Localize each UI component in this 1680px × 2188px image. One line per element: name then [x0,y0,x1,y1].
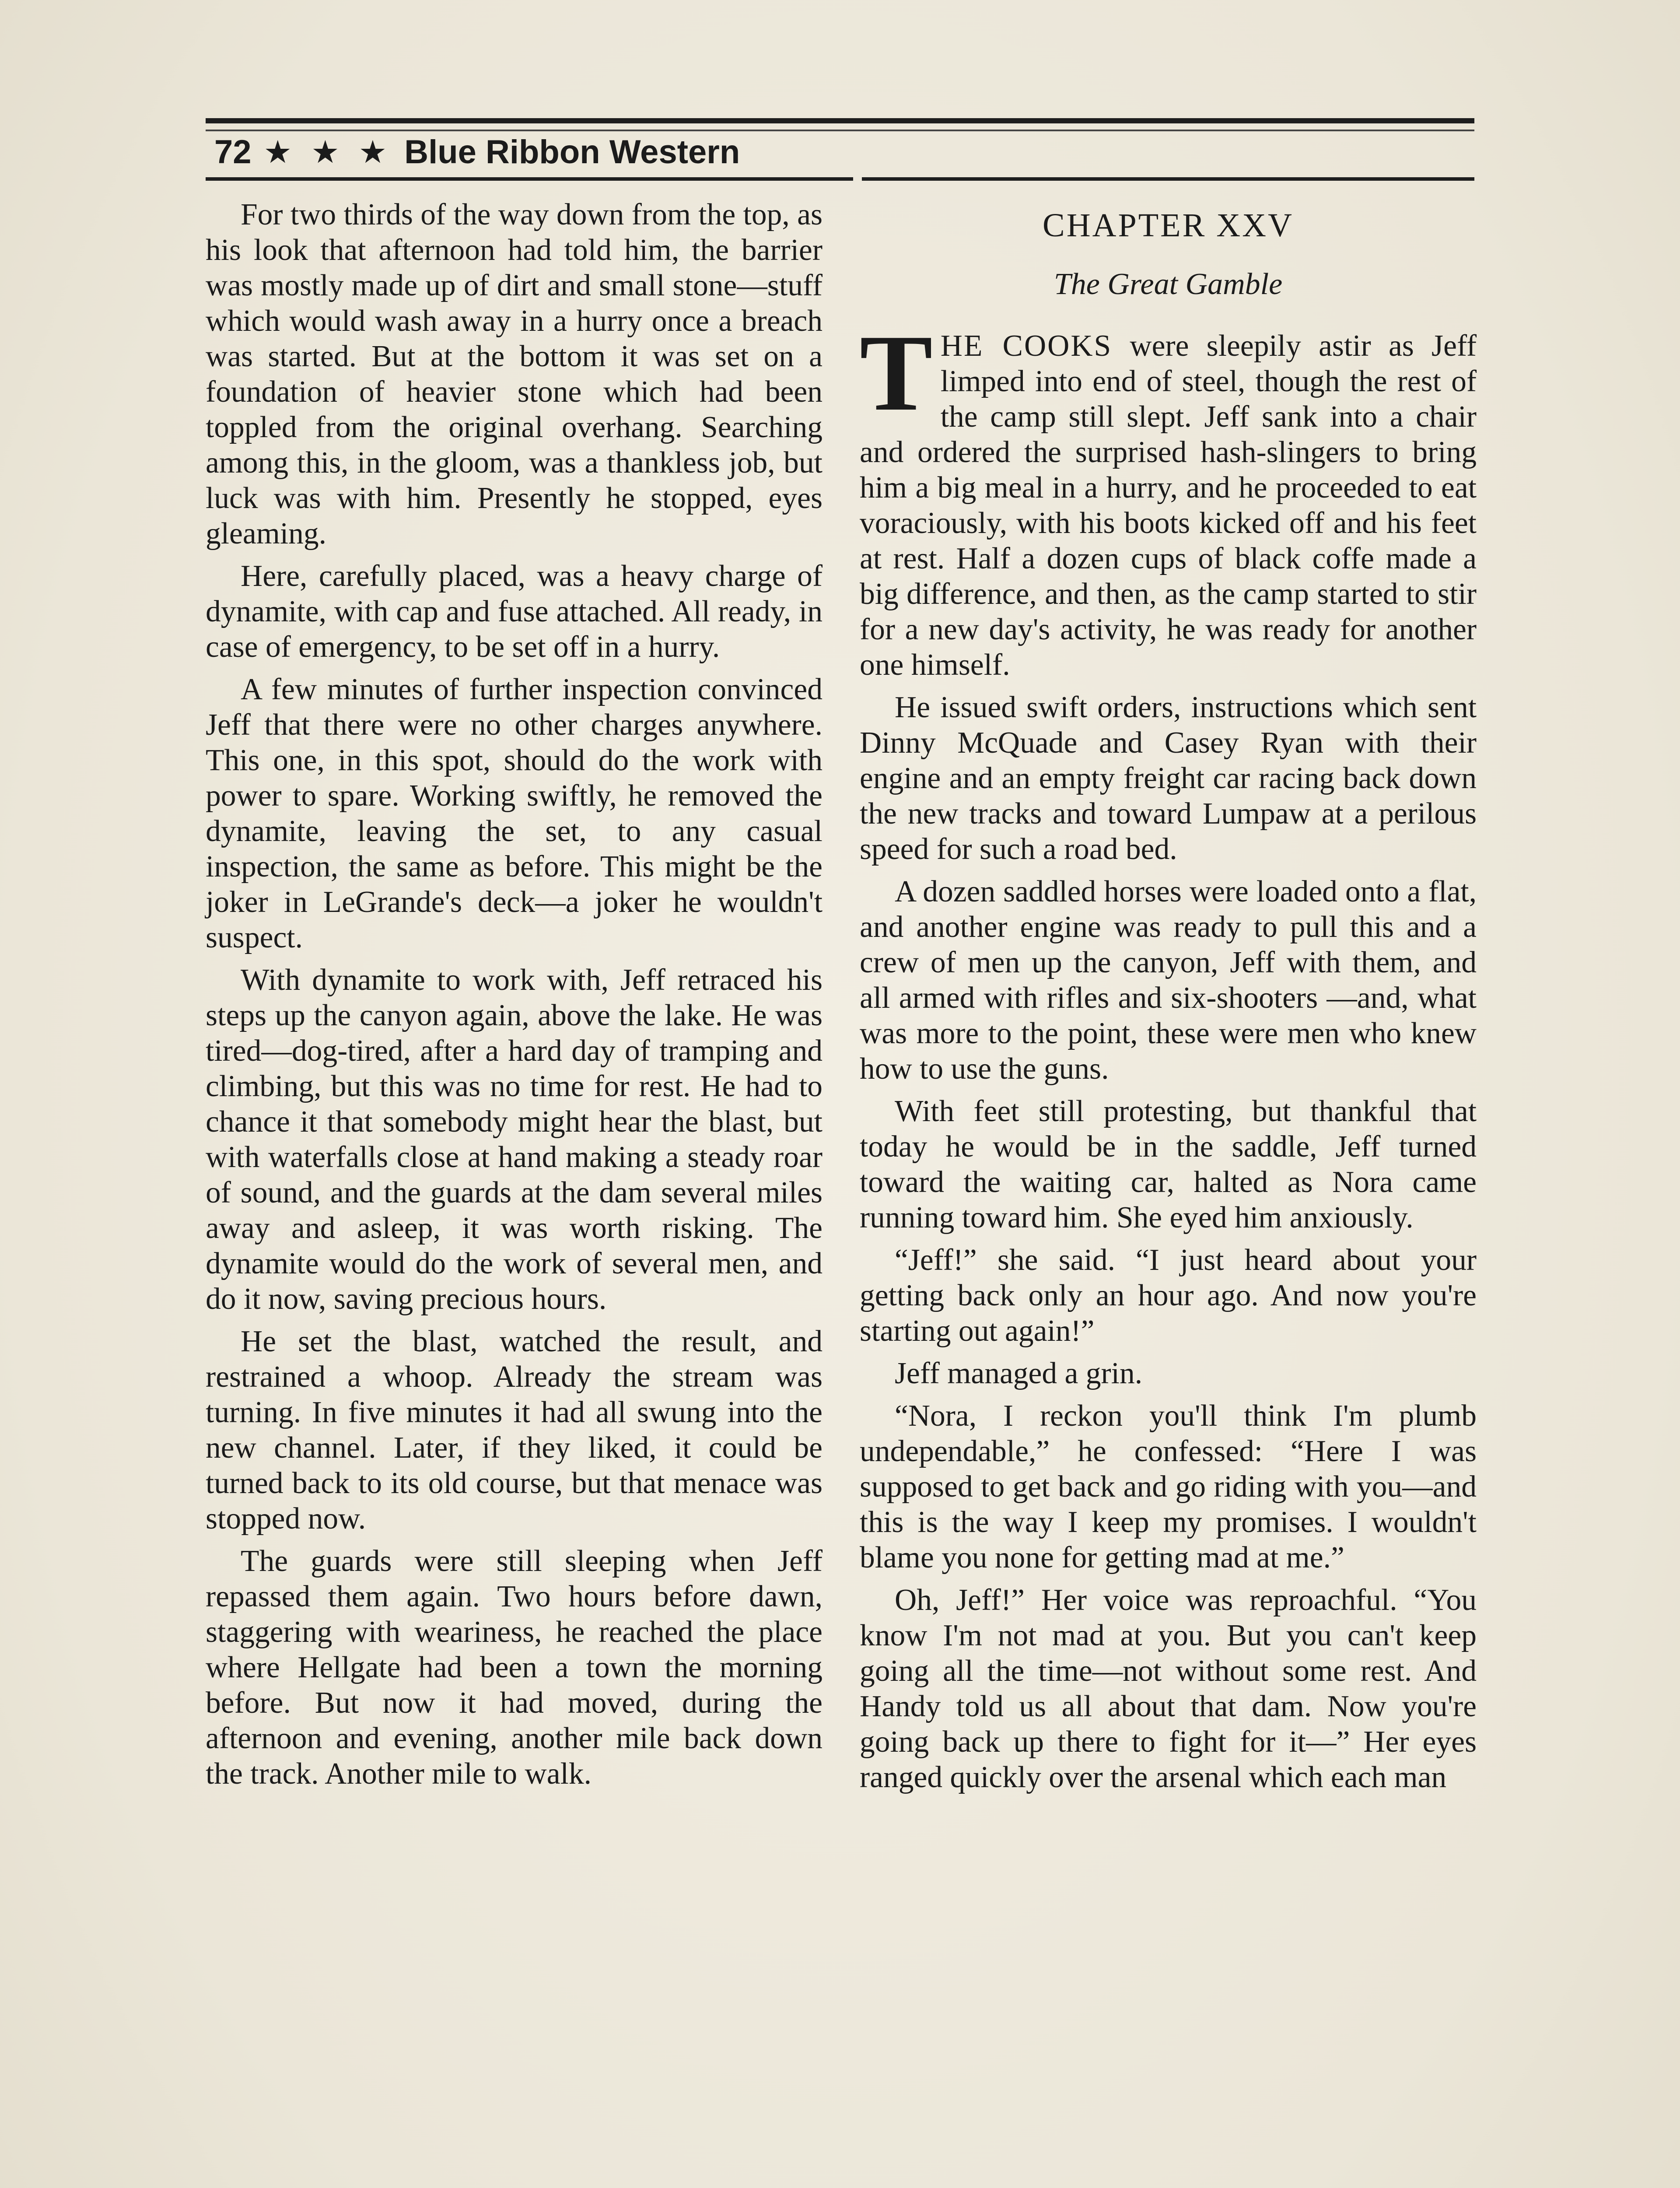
opening-text: were sleepily astir as Jeff limped into end of steel, though the rest of the camp still slept. Jeff sank into a chair and ordered the surprised hash-slingers to bring him a big meal in a hurry, and he proceeded to eat voraciously, with his boots kicked off and his feet at rest. Half a dozen cups of black coffe made a big difference, and then, as the camp started to stir for a new day's activity, he was ready for another one himself. [860,329,1477,682]
paragraph: A dozen saddled horses were loaded onto a flat, and another engine was ready to pull this and a crew of men up the canyon, Jeff with them, and all armed with rifles and six-shooters —and, what was more to the point, these were men who knew how to use the guns. [860,875,1477,1086]
paragraph: The guards were still sleeping when Jeff repassed them again. Two hours before dawn, staggering with weariness, he reached the place where Hellgate had been a town the morning before. But now it had moved, during the afternoon and evening, another mile back down the track. Another mile to walk. [206,1544,822,1791]
drop-cap: T [860,312,933,434]
paragraph: He issued swift orders, instructions which sent Dinny McQuade and Casey Ryan with their engine and an empty freight car racing back down the new tracks and toward Lumpaw at a perilous speed for such a road bed. [860,691,1477,866]
header-rule-right [862,177,1474,181]
paragraph: “Nora, I reckon you'll think I'm plumb undependable,” he confessed: “Here I was supposed to get back and go riding with you—and this is the way I keep my promises. I wouldn't blame you none for getting mad at me.” [860,1399,1477,1574]
paragraph: A few minutes of further inspection convinced Jeff that there were no other charges anywhere. This one, in this spot, should do the work with power to spare. Working swiftly, he removed the dynamite, leaving the set, to any casual inspection, the same as before. This might be the joker in LeGrande's deck—a joker he wouldn't suspect. [206,673,822,954]
paragraph: With feet still protesting, but thankful that today he would be in the saddle, Jeff turned toward the waiting car, halted as Nora came running toward him. She eyed him anxiously. [860,1094,1477,1234]
opening-caps: HE COOKS [940,329,1113,363]
star-ornament: ★ ★ ★ [263,135,392,170]
paragraph: With dynamite to work with, Jeff retraced his steps up the canyon again, above the lake. He was tired—dog-tired, after a hard day of tramping and climbing, but this was no time for rest. He had to chance it that somebody might hear the blast, but with waterfalls close at hand making a steady roar of sound, and the guards at the dam several miles away and asleep, it was worth risking. The dynamite would do the work of several men, and do it now, saving precious hours. [206,963,822,1316]
top-rule [206,118,1474,123]
paragraph: He set the blast, watched the result, and restrained a whoop. Already the stream was turning. In five minutes it had all swung into the new channel. Later, if they liked, it could be turned back to its old course, but that menace was stopped now. [206,1325,822,1536]
paragraph: Jeff managed a grin. [895,1357,1143,1390]
chapter-opening-paragraph [860,312,1477,683]
left-column [206,197,822,1799]
magazine-title: Blue Ribbon Western [404,133,740,171]
paragraph: Here, carefully placed, was a heavy charge of dynamite, with cap and fuse attached. All ready, in case of emergency, to be set off in a hurry. [206,559,822,664]
right-column [860,197,1477,1802]
paragraph: Oh, Jeff!” Her voice was reproachful. “You know I'm not mad at you. But you can't keep going all the time—not without some rest. And Handy told us all about that dam. Now you're going back up there to fight for it—” Her eyes ranged quickly over the arsenal which each man [860,1583,1477,1794]
paragraph: “Jeff!” she said. “I just heard about your getting back only an hour ago. And now you're starting out again!” [860,1243,1477,1348]
running-header [214,128,740,176]
chapter-subtitle: The Great Gamble [1054,267,1283,301]
page-number: 72 [214,133,252,171]
header-rule-left [206,177,853,181]
paragraph: For two thirds of the way down from the top, as his look that afternoon had told him, the barrier was mostly made up of dirt and small stone—stuff which would wash away in a hurry once a breach was started. But at the bottom it was set on a foundation of heavier stone which had been toppled from the original overhang. Searching among this, in the gloom, was a thankless job, but luck was with him. Presently he stopped, eyes gleaming. [206,198,822,551]
chapter-heading: CHAPTER XXV [1043,207,1294,244]
